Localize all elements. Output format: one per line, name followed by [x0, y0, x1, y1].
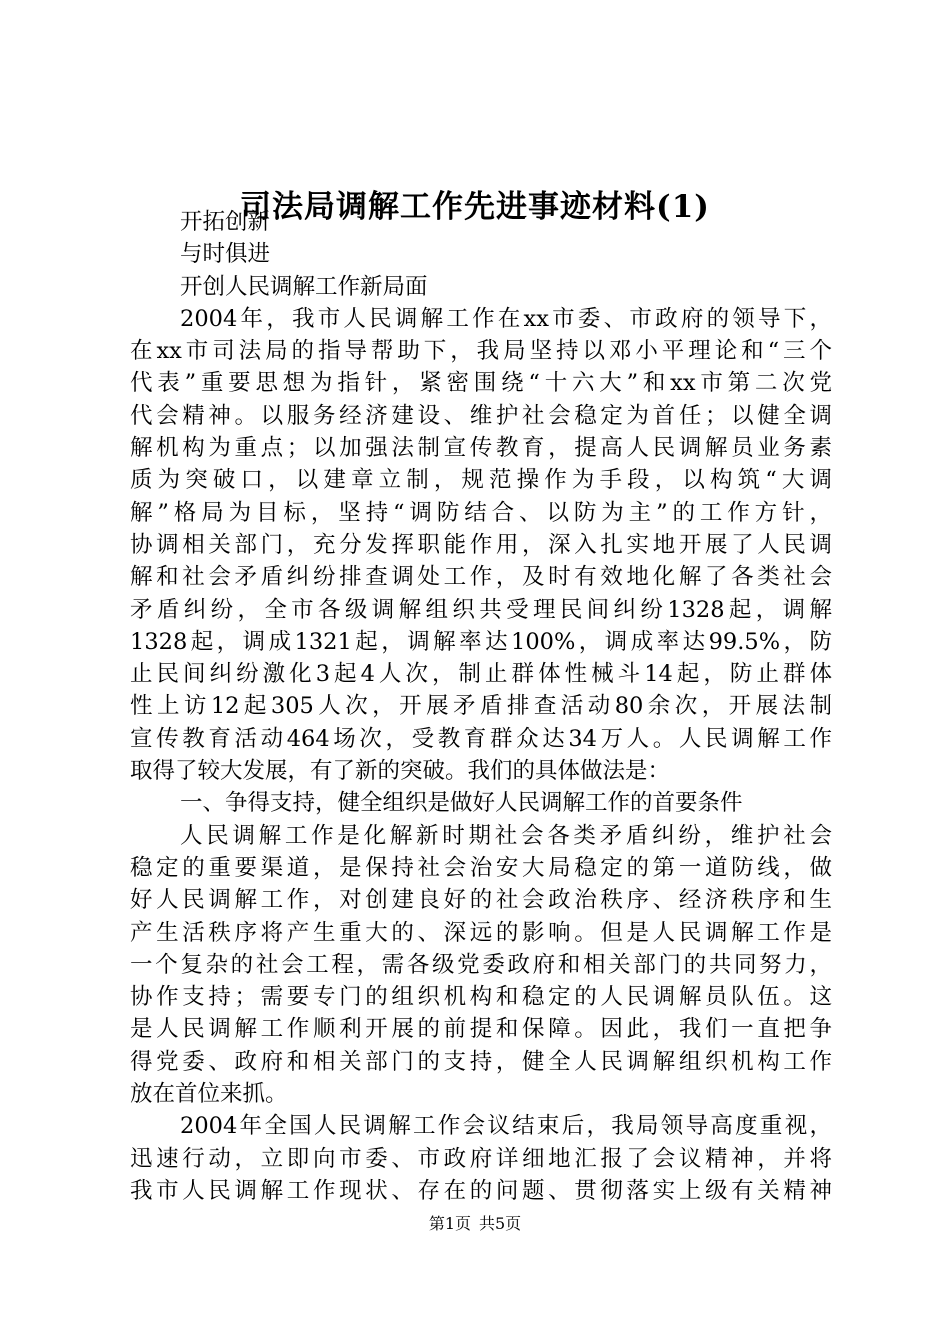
paragraph-line: 一个复杂的社会工程，需各级党委政府和相关部门的共同努力，	[130, 951, 832, 978]
paragraph-line: 取得了较大发展，有了新的突破。我们的具体做法是：	[130, 758, 671, 785]
paragraph-line: 好人民调解工作，对创建良好的社会政治秩序、经济秩序和生	[130, 887, 832, 914]
paragraph-line: 迅速行动，立即向市委、市政府详细地汇报了会议精神，并将	[130, 1145, 832, 1172]
paragraph-line: 是人民调解工作顺利开展的前提和保障。因此，我们一直把争	[130, 1016, 832, 1043]
paragraph-line: 在xx市司法局的指导帮助下，我局坚持以邓小平理论和“三个	[130, 338, 832, 365]
page-title: 司法局调解工作先进事迹材料(1)	[240, 189, 710, 225]
paragraph-line: 稳定的重要渠道，是保持社会治安大局稳定的第一道防线，做	[130, 854, 832, 881]
page-footer	[0, 1213, 950, 1235]
section-heading: 一、争得支持，健全组织是做好人民调解工作的首要条件	[180, 790, 743, 817]
paragraph-line: 协作支持；需要专门的组织机构和稳定的人民调解员队伍。这	[130, 984, 832, 1011]
paragraph-line: 代会精神。以服务经济建设、维护社会稳定为首任；以健全调	[130, 402, 832, 429]
page-total: 共5页	[479, 1214, 522, 1233]
paragraph-line: 协调相关部门，充分发挥职能作用，深入扎实地开展了人民调	[130, 531, 832, 558]
document-body	[130, 206, 832, 1207]
paragraph-line: 矛盾纠纷，全市各级调解组织共受理民间纠纷1328起，调解	[130, 596, 832, 623]
paragraph-line: 2004年全国人民调解工作会议结束后，我局领导高度重视，	[180, 1113, 832, 1140]
paragraph-line: 产生活秩序将产生重大的、深远的影响。但是人民调解工作是	[130, 919, 832, 946]
subtitle-line: 开创人民调解工作新局面	[180, 273, 428, 300]
paragraph-line: 性上访12起305人次，开展矛盾排查活动80余次，开展法制	[130, 693, 832, 720]
paragraph-line: 1328起，调成1321起，调解率达100%，调成率达99.5%，防	[130, 628, 832, 655]
paragraph-line: 解机构为重点；以加强法制宣传教育，提高人民调解员业务素	[130, 435, 832, 462]
paragraph-line: 质为突破口，以建章立制，规范操作为手段，以构筑“大调	[130, 467, 832, 494]
paragraph-line: 解”格局为目标，坚持“调防结合、以防为主”的工作方针，	[130, 499, 832, 526]
page-number: 第1页	[428, 1214, 471, 1233]
paragraph-line: 宣传教育活动464场次，受教育群众达34万人。人民调解工作	[130, 725, 832, 752]
paragraph-line: 我市人民调解工作现状、存在的问题、贯彻落实上级有关精神	[130, 1177, 832, 1204]
paragraph-line: 得党委、政府和相关部门的支持，健全人民调解组织机构工作	[130, 1048, 832, 1075]
subtitle-line: 与时俱进	[180, 241, 271, 268]
paragraph-line: 放在首位来抓。	[130, 1081, 288, 1108]
paragraph-line: 人民调解工作是化解新时期社会各类矛盾纠纷，维护社会	[180, 822, 832, 849]
paragraph-line: 代表”重要思想为指针，紧密围绕“十六大”和xx市第二次党	[130, 370, 832, 397]
paragraph-line: 止民间纠纷激化3起4人次，制止群体性械斗14起，防止群体	[130, 661, 832, 688]
paragraph-line: 2004年，我市人民调解工作在xx市委、市政府的领导下，	[180, 305, 832, 332]
subtitle-line: 开拓创新	[180, 209, 271, 235]
paragraph-line: 解和社会矛盾纠纷排查调处工作，及时有效地化解了各类社会	[130, 564, 832, 591]
